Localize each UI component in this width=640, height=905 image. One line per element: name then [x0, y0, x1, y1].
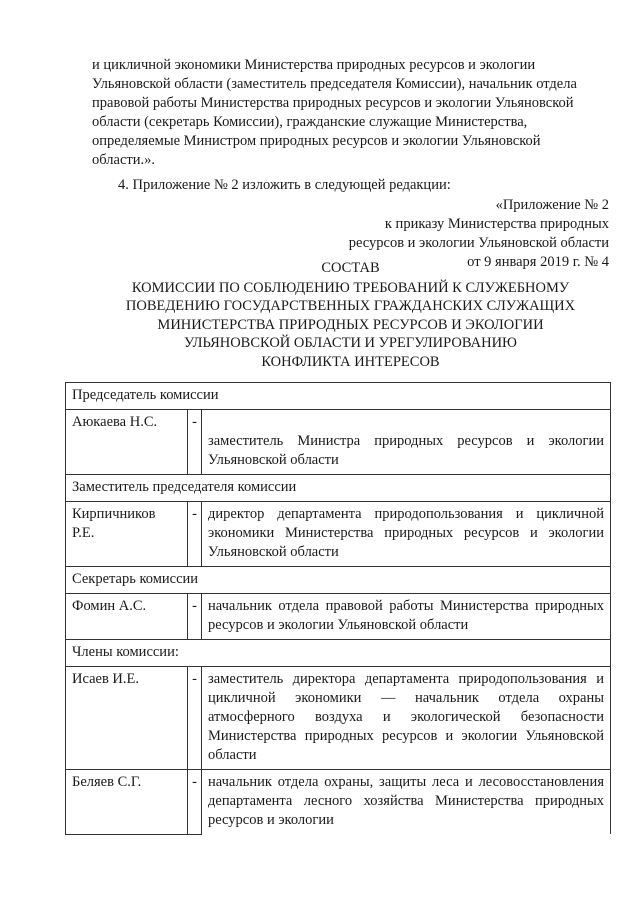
section-label-members: Члены комиссии: — [66, 640, 611, 667]
dash: - — [188, 502, 202, 567]
table-row — [66, 502, 611, 567]
appendix-line-1: «Приложение № 2 — [495, 197, 609, 213]
appendix-line-4: от 9 января 2019 г. № 4 — [467, 254, 609, 270]
table-row — [66, 770, 611, 835]
committee-table — [65, 382, 611, 835]
member-position: начальник отдела охраны, защиты леса и лесовосстановления департамента лесного хозяйства Министерства природных ресурсов и экологии — [202, 770, 611, 835]
title-line-5: КОНФЛИКТА ИНТЕРЕСОВ — [261, 353, 440, 370]
table-row — [66, 410, 611, 475]
member-position: заместитель Министра природных ресурсов и экологии Ульяновской области — [202, 410, 611, 475]
intro-line: определяемые Министром природных ресурсов и экологии Ульяновской — [92, 133, 541, 149]
section-row-members — [66, 640, 611, 667]
dash: - — [188, 770, 202, 835]
intro-line: Ульяновской области (заместитель председателя Комиссии), начальник отдела — [92, 76, 577, 92]
title-line-4: УЛЬЯНОВСКОЙ ОБЛАСТИ И УРЕГУЛИРОВАНИЮ — [184, 335, 517, 351]
member-position: директор департамента природопользования и цикличной экономики Министерства природных ресурсов и экологии Ульяновской области — [202, 502, 611, 567]
dash: - — [188, 410, 202, 475]
intro-line: правовой работы Министерства природных ресурсов и экологии Ульяновской — [92, 95, 574, 111]
appendix-line-3: ресурсов и экологии Ульяновской области — [348, 235, 609, 251]
section-row-deputy — [66, 475, 611, 502]
dash: - — [188, 667, 202, 770]
member-name: Аюкаева Н.С. — [66, 410, 188, 475]
title-line-2: ПОВЕДЕНИЮ ГОСУДАРСТВЕННЫХ ГРАЖДАНСКИХ СЛУЖАЩИХ — [125, 298, 576, 314]
member-name: Кирпичников Р.Е. — [66, 502, 188, 567]
appendix-line-2: к приказу Министерства природных — [384, 216, 609, 232]
member-position: начальник отдела правовой работы Министерства природных ресурсов и экологии Ульяновской области — [202, 594, 611, 640]
section-label-chair: Председатель комиссии — [66, 383, 611, 410]
intro-line: области (секретарь Комиссии), гражданские служащие Министерства, — [92, 114, 528, 130]
section-row-secretary — [66, 567, 611, 594]
table-row — [66, 594, 611, 640]
title-line-3: МИНИСТЕРСТВА ПРИРОДНЫХ РЕСУРСОВ И ЭКОЛОГИИ — [157, 316, 544, 333]
table-row — [66, 667, 611, 770]
intro-line: и цикличной экономики Министерства природных ресурсов и экологии — [92, 57, 536, 73]
section-label-secretary: Секретарь комиссии — [66, 567, 611, 594]
item-4-text: 4. Приложение № 2 изложить в следующей редакции: — [118, 177, 451, 193]
intro-paragraph — [92, 56, 609, 170]
member-name: Фомин А.С. — [66, 594, 188, 640]
member-name: Исаев И.Е. — [66, 667, 188, 770]
intro-line: области.». — [92, 152, 155, 168]
section-label-deputy: Заместитель председателя комиссии — [66, 475, 611, 502]
document-title — [92, 259, 609, 371]
section-row-chair — [66, 383, 611, 410]
member-name: Беляев С.Г. — [66, 770, 188, 835]
title-line-1: КОМИССИИ ПО СОБЛЮДЕНИЮ ТРЕБОВАНИЙ К СЛУЖЕБНОМУ — [131, 279, 570, 296]
title-heading: СОСТАВ — [321, 260, 380, 276]
member-position: заместитель директора департамента природопользования и цикличной экономики — начальник отдела охраны атмосферного воздуха и экологической безопасности Министерства природных ресурсов и экологии Ульяновской области — [202, 667, 611, 770]
dash: - — [188, 594, 202, 640]
